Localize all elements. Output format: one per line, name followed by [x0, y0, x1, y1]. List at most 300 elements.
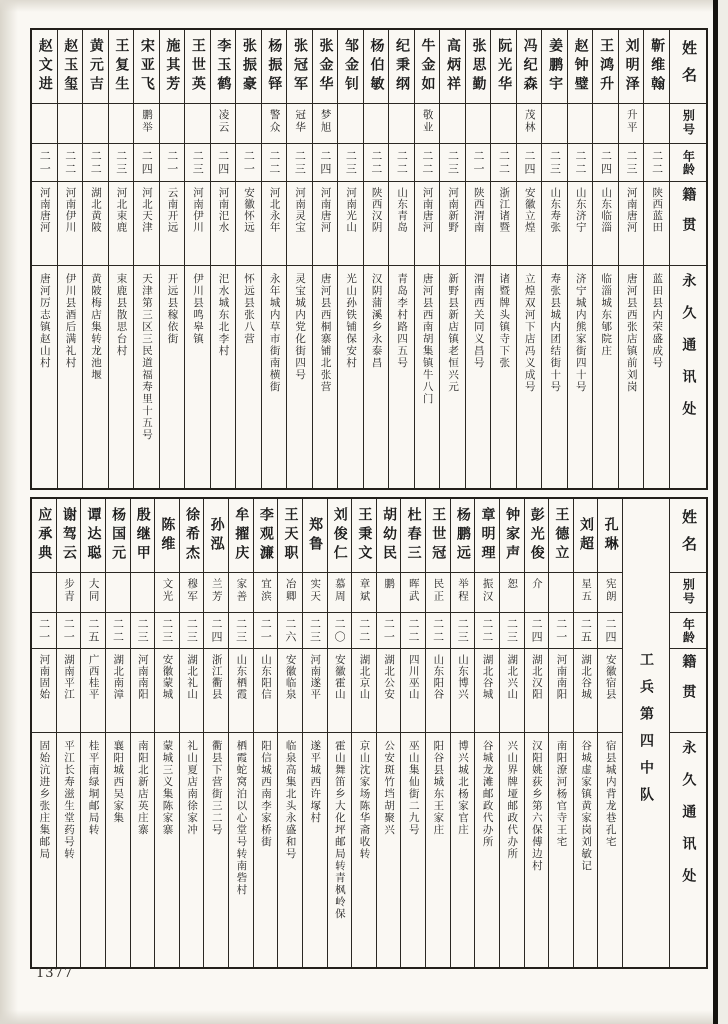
age-cell: 二二	[426, 613, 450, 649]
person-column	[474, 499, 499, 967]
age-cell: 二三	[287, 144, 312, 182]
name-cell: 王秉文	[352, 499, 376, 573]
alias-cell: 章斌	[352, 573, 376, 613]
name-cell: 王世冠	[426, 499, 450, 573]
age-cell: 二四	[598, 613, 622, 649]
address-cell: 开远县稼依街	[166, 273, 179, 345]
person-column	[643, 30, 669, 488]
address-cell: 谷城虚家镇黄家岗刘敏记	[580, 740, 593, 872]
origin-cell: 河南汜水	[211, 182, 236, 266]
person-column	[388, 30, 414, 488]
age-cell: 二二	[475, 613, 499, 649]
origin-cell: 湖北兴山	[500, 649, 524, 733]
age-cell: 二一	[32, 144, 57, 182]
age-cell: 二六	[278, 613, 302, 649]
person-column	[235, 30, 261, 488]
name-cell: 杜春三	[401, 499, 425, 573]
person-column	[327, 499, 352, 967]
alias-cell	[106, 573, 130, 613]
origin-cell: 陕西渭南	[466, 182, 491, 266]
age-cell: 二一	[160, 144, 185, 182]
header-age-label: 年龄	[670, 144, 706, 182]
address-cell: 新野县新店镇老恒兴元	[447, 273, 460, 393]
origin-cell: 河南新野	[440, 182, 465, 266]
origin-cell: 湖北公安	[377, 649, 401, 733]
address-cell: 灵宝城内党化街四号	[294, 273, 307, 381]
binding-edge-line	[713, 0, 718, 1024]
origin-cell: 安徽怀远	[236, 182, 261, 266]
unit-title-label: 工兵第四中队	[638, 652, 654, 814]
alias-cell	[109, 104, 134, 144]
address-cell: 渭南西关同义昌号	[472, 273, 485, 369]
header-alias-label: 别号	[670, 104, 706, 144]
origin-cell: 河南南阳	[549, 649, 573, 733]
name-cell: 孙泓	[204, 499, 228, 573]
age-cell: 二一	[57, 613, 81, 649]
alias-cell: 敬业	[415, 104, 440, 144]
address-cell: 青岛李村路四五号	[396, 273, 409, 369]
alias-cell	[542, 104, 567, 144]
origin-cell: 湖北汉阳	[525, 649, 549, 733]
address-cell: 汉阳姚荻乡第六保傅边村	[530, 740, 543, 872]
header-column	[669, 499, 706, 967]
alias-cell: 茂林	[517, 104, 542, 144]
name-cell: 黄元吉	[83, 30, 108, 104]
roster-table-top	[30, 28, 708, 490]
name-cell: 张思勤	[466, 30, 491, 104]
address-cell: 衢县下营街三二号	[210, 740, 223, 836]
name-cell: 殷继甲	[131, 499, 155, 573]
age-cell: 二二	[491, 144, 516, 182]
origin-cell: 湖北谷城	[475, 649, 499, 733]
name-cell: 杨鹏远	[451, 499, 475, 573]
person-column	[524, 499, 549, 967]
age-cell: 二四	[525, 613, 549, 649]
person-column	[414, 30, 440, 488]
name-cell: 李玉鹤	[211, 30, 236, 104]
name-cell: 施其芳	[160, 30, 185, 104]
name-cell: 王复生	[109, 30, 134, 104]
age-cell: 二五	[574, 613, 598, 649]
origin-cell: 湖北京山	[352, 649, 376, 733]
person-column	[203, 499, 228, 967]
address-cell: 唐河县西张店镇前刘岗	[625, 273, 638, 393]
address-cell: 博兴城北杨家官庄	[457, 740, 469, 836]
person-column	[159, 30, 185, 488]
person-column	[82, 30, 108, 488]
age-cell: 二四	[211, 144, 236, 182]
person-column	[376, 499, 401, 967]
origin-cell: 山东青岛	[389, 182, 414, 266]
alias-cell: 恕	[500, 573, 524, 613]
origin-cell: 河南固始	[32, 649, 56, 733]
name-cell: 姜鹏宇	[542, 30, 567, 104]
age-cell: 二三	[542, 144, 567, 182]
person-column	[567, 30, 593, 488]
origin-cell: 湖北南漳	[106, 649, 130, 733]
age-cell: 二一	[254, 613, 278, 649]
address-cell: 蓝田县内荣盛成号	[651, 273, 664, 369]
alias-cell: 民正	[426, 573, 450, 613]
address-cell: 南阳潦河杨官寺王宅	[555, 740, 568, 848]
address-cell: 阳信城西南李家桥街	[260, 740, 272, 848]
roster-table-bottom	[30, 497, 708, 969]
age-cell: 二四	[204, 613, 228, 649]
address-cell: 兴山界牌垭邮政代办所	[506, 740, 519, 860]
name-cell: 孔琳	[598, 499, 622, 573]
header-column	[669, 30, 706, 488]
origin-cell: 河南唐河	[32, 182, 57, 266]
person-column	[228, 499, 253, 967]
person-column	[312, 30, 338, 488]
person-column	[592, 30, 618, 488]
address-cell: 汜水城东北李村	[217, 273, 230, 357]
header-name-label: 姓名	[670, 30, 706, 104]
age-cell: 二三	[185, 144, 210, 182]
person-column	[302, 499, 327, 967]
alias-cell	[83, 104, 108, 144]
header-address-label: 永久通讯处	[680, 273, 697, 433]
alias-cell	[568, 104, 593, 144]
age-cell: 二四	[593, 144, 618, 182]
address-cell: 怀远县张八营	[243, 273, 256, 345]
alias-cell: 鹏	[377, 573, 401, 613]
origin-cell: 山东阳信	[254, 649, 278, 733]
address-cell: 遂平城西许塚村	[309, 740, 322, 824]
person-column	[618, 30, 644, 488]
origin-cell: 广西桂平	[81, 649, 105, 733]
name-cell: 冯纪森	[517, 30, 542, 104]
alias-cell: 实天	[303, 573, 327, 613]
name-cell: 纪秉纲	[389, 30, 414, 104]
age-cell: 二二	[83, 144, 108, 182]
alias-cell: 升平	[619, 104, 644, 144]
address-cell: 巫山集仙街二九号	[407, 740, 420, 836]
origin-cell: 河北束鹿	[109, 182, 134, 266]
page-right-margin	[718, 0, 728, 1024]
origin-cell: 山东博兴	[451, 649, 475, 733]
address-cell: 伊川县鸣皋镇	[192, 273, 205, 345]
origin-cell: 安徽霍山	[328, 649, 352, 733]
alias-cell	[440, 104, 465, 144]
name-cell: 牛金如	[415, 30, 440, 104]
alias-cell: 介	[525, 573, 549, 613]
origin-cell: 云南开远	[160, 182, 185, 266]
name-cell: 宋亚飞	[134, 30, 159, 104]
age-cell: 二三	[440, 144, 465, 182]
age-cell: 二二	[262, 144, 287, 182]
person-column	[56, 499, 81, 967]
person-column	[253, 499, 278, 967]
origin-cell: 湖北礼山	[180, 649, 204, 733]
age-cell: 二一	[466, 144, 491, 182]
origin-cell: 四川巫山	[401, 649, 425, 733]
origin-cell: 安徽宿县	[598, 649, 622, 733]
alias-cell	[32, 104, 57, 144]
age-cell: 二三	[229, 613, 253, 649]
address-cell: 束鹿县散思台村	[115, 273, 128, 357]
age-cell: 二一	[377, 613, 401, 649]
name-cell: 应承典	[32, 499, 56, 573]
alias-cell	[549, 573, 573, 613]
age-cell: 二三	[500, 613, 524, 649]
name-cell: 谭达聪	[81, 499, 105, 573]
person-column	[32, 30, 57, 488]
alias-cell: 大同	[81, 573, 105, 613]
address-cell: 立煌双河下店冯义成号	[523, 273, 536, 393]
alias-cell: 文光	[155, 573, 179, 613]
origin-cell: 湖北黄陂	[83, 182, 108, 266]
alias-cell	[389, 104, 414, 144]
alias-cell: 鹏举	[134, 104, 159, 144]
person-column	[184, 30, 210, 488]
header-address-label: 永久通讯处	[680, 740, 697, 900]
origin-cell: 陕西蓝田	[644, 182, 669, 266]
header-name-label: 姓名	[670, 499, 706, 573]
age-cell: 二一	[549, 613, 573, 649]
alias-cell: 警众	[262, 104, 287, 144]
age-cell: 二三	[451, 613, 475, 649]
address-cell: 栖霞蛇窝泊以心堂号转南砦村	[235, 740, 248, 896]
name-cell: 靳维翰	[644, 30, 669, 104]
origin-cell: 陕西汉阴	[364, 182, 389, 266]
address-cell: 襄阳城西吴家集	[112, 740, 125, 824]
age-cell: 二三	[303, 613, 327, 649]
age-cell: 二二	[352, 613, 376, 649]
age-cell: 二二	[106, 613, 130, 649]
person-column	[363, 30, 389, 488]
person-column	[499, 499, 524, 967]
address-cell: 汉阴蒲溪乡永泰昌	[370, 273, 383, 369]
address-cell: 济宁城内熊家街四十号	[574, 273, 587, 393]
origin-cell: 河北永年	[262, 182, 287, 266]
origin-cell: 山东阳谷	[426, 649, 450, 733]
person-column	[439, 30, 465, 488]
person-column	[57, 30, 83, 488]
person-column	[597, 499, 622, 967]
age-cell: 二一	[236, 144, 261, 182]
alias-cell	[644, 104, 669, 144]
person-column	[154, 499, 179, 967]
address-cell: 平江长寿滋生堂药号转	[63, 740, 75, 860]
name-cell: 牟擢庆	[229, 499, 253, 573]
name-cell: 刘明泽	[619, 30, 644, 104]
name-cell: 胡幼民	[377, 499, 401, 573]
alias-cell: 步青	[57, 573, 81, 613]
alias-cell	[131, 573, 155, 613]
name-cell: 章明理	[475, 499, 499, 573]
alias-cell	[58, 104, 83, 144]
alias-cell	[236, 104, 261, 144]
origin-cell: 安徽立煌	[517, 182, 542, 266]
person-column	[277, 499, 302, 967]
origin-cell: 河北天津	[134, 182, 159, 266]
address-cell: 天津第三区三民道福寿里十五号	[140, 273, 153, 441]
alias-cell: 穆军	[180, 573, 204, 613]
age-cell: 二〇	[328, 613, 352, 649]
origin-cell: 河南遂平	[303, 649, 327, 733]
name-cell: 徐希杰	[180, 499, 204, 573]
age-cell: 二三	[155, 613, 179, 649]
alias-cell: 兰芳	[204, 573, 228, 613]
name-cell: 陈维	[155, 499, 179, 573]
address-cell: 光山孙铁铺保安村	[345, 273, 358, 369]
page-left-edge-shadow	[0, 0, 18, 1024]
origin-cell: 山东临淄	[593, 182, 618, 266]
name-cell: 邹金钊	[338, 30, 363, 104]
age-cell: 二二	[58, 144, 83, 182]
person-column	[105, 499, 130, 967]
age-cell: 二三	[180, 613, 204, 649]
name-cell: 刘俊仁	[328, 499, 352, 573]
person-column	[80, 499, 105, 967]
origin-cell: 河南灵宝	[287, 182, 312, 266]
alias-cell	[364, 104, 389, 144]
origin-cell: 山东栖霞	[229, 649, 253, 733]
origin-cell: 安徽蒙城	[155, 649, 179, 733]
origin-cell: 河南光山	[338, 182, 363, 266]
age-cell: 二二	[568, 144, 593, 182]
page-bottom-edge-shadow	[0, 1010, 728, 1024]
name-cell: 王德立	[549, 499, 573, 573]
age-cell: 二三	[338, 144, 363, 182]
name-cell: 赵钟璧	[568, 30, 593, 104]
origin-cell: 湖南平江	[57, 649, 81, 733]
address-cell: 桂平南绿垌邮局转	[87, 740, 100, 836]
alias-cell: 晖武	[401, 573, 425, 613]
address-cell: 礼山夏店南徐家冲	[186, 740, 199, 836]
name-cell: 杨伯敏	[364, 30, 389, 104]
header-origin-label: 籍贯	[670, 649, 706, 733]
address-cell: 京山沈家场陈华斋收转	[358, 740, 371, 860]
name-cell: 彭光俊	[525, 499, 549, 573]
person-column	[516, 30, 542, 488]
address-cell: 谷城龙滩邮政代办所	[481, 740, 494, 848]
origin-cell: 河南唐河	[415, 182, 440, 266]
header-origin-label: 籍贯	[670, 182, 706, 266]
page-top-edge-shadow	[0, 0, 728, 12]
alias-cell	[160, 104, 185, 144]
name-cell: 赵玉玺	[58, 30, 83, 104]
origin-cell: 河南伊川	[58, 182, 83, 266]
address-cell: 伊川县酒后满礼村	[64, 273, 77, 369]
person-column	[261, 30, 287, 488]
name-cell: 阮光华	[491, 30, 516, 104]
address-cell: 霍山舞笛乡大化坪邮局转青枫岭保	[333, 740, 346, 920]
age-cell: 二二	[644, 144, 669, 182]
address-cell: 寿张县城内团结街十号	[549, 273, 562, 393]
person-column	[210, 30, 236, 488]
address-cell: 蒙城三义集陈家寨	[161, 740, 174, 836]
origin-cell: 安徽临泉	[278, 649, 302, 733]
address-cell: 宿县城内背龙巷孔宅	[604, 740, 617, 848]
age-cell: 二二	[415, 144, 440, 182]
origin-cell: 河南伊川	[185, 182, 210, 266]
origin-cell: 河南南阳	[131, 649, 155, 733]
person-column	[400, 499, 425, 967]
address-cell: 阳谷县城东王家庄	[432, 740, 445, 836]
address-cell: 永年城内草市街南横街	[268, 273, 281, 393]
person-column	[351, 499, 376, 967]
name-cell: 张振豪	[236, 30, 261, 104]
origin-cell: 浙江衢县	[204, 649, 228, 733]
origin-cell: 河南唐河	[313, 182, 338, 266]
origin-cell: 河南唐河	[619, 182, 644, 266]
alias-cell: 宪朗	[598, 573, 622, 613]
name-cell: 李观濂	[254, 499, 278, 573]
header-alias-label: 别号	[670, 573, 706, 613]
person-column	[179, 499, 204, 967]
address-cell: 临泉高集北头永盛和号	[284, 740, 297, 860]
age-cell: 二一	[32, 613, 56, 649]
name-cell: 谢驾云	[57, 499, 81, 573]
address-cell: 诸暨牌头镇寺下张	[498, 273, 511, 369]
person-column	[133, 30, 159, 488]
age-cell: 二四	[134, 144, 159, 182]
age-cell: 二三	[619, 144, 644, 182]
name-cell: 张金华	[313, 30, 338, 104]
address-cell: 唐河县西南胡集镇牛八门	[421, 273, 434, 405]
age-cell: 二三	[131, 613, 155, 649]
name-cell: 刘超	[574, 499, 598, 573]
name-cell: 郑鲁	[303, 499, 327, 573]
alias-cell	[338, 104, 363, 144]
person-column	[337, 30, 363, 488]
alias-cell	[32, 573, 56, 613]
alias-cell: 振汉	[475, 573, 499, 613]
person-column	[490, 30, 516, 488]
age-cell: 二四	[313, 144, 338, 182]
alias-cell: 星五	[574, 573, 598, 613]
person-column	[573, 499, 598, 967]
origin-cell: 山东寿张	[542, 182, 567, 266]
alias-cell: 冶卿	[278, 573, 302, 613]
alias-cell: 凌云	[211, 104, 236, 144]
name-cell: 张冠军	[287, 30, 312, 104]
alias-cell	[593, 104, 618, 144]
alias-cell: 冠华	[287, 104, 312, 144]
name-cell: 王世英	[185, 30, 210, 104]
alias-cell: 慕周	[328, 573, 352, 613]
person-column	[108, 30, 134, 488]
person-column	[130, 499, 155, 967]
address-cell: 临淄城东郇院庄	[600, 273, 613, 357]
name-cell: 杨国元	[106, 499, 130, 573]
age-cell: 二四	[517, 144, 542, 182]
name-cell: 王天职	[278, 499, 302, 573]
address-cell: 唐河厉志镇赵山村	[38, 273, 51, 369]
unit-title-column	[622, 499, 669, 967]
alias-cell	[466, 104, 491, 144]
alias-cell: 家善	[229, 573, 253, 613]
person-column	[32, 499, 56, 967]
person-column	[286, 30, 312, 488]
age-cell: 二二	[364, 144, 389, 182]
person-column	[465, 30, 491, 488]
address-cell: 公安斑竹垱胡聚兴	[383, 740, 396, 836]
address-cell: 唐河县西桐寨铺北张营	[319, 273, 332, 393]
alias-cell: 举程	[451, 573, 475, 613]
name-cell: 王鸿升	[593, 30, 618, 104]
alias-cell	[185, 104, 210, 144]
origin-cell: 浙江诸暨	[491, 182, 516, 266]
name-cell: 高炳祥	[440, 30, 465, 104]
name-cell: 钟家声	[500, 499, 524, 573]
alias-cell	[491, 104, 516, 144]
address-cell: 南阳北新店英庄寨	[136, 740, 149, 836]
age-cell: 二二	[401, 613, 425, 649]
page-number: 1377	[36, 966, 74, 981]
